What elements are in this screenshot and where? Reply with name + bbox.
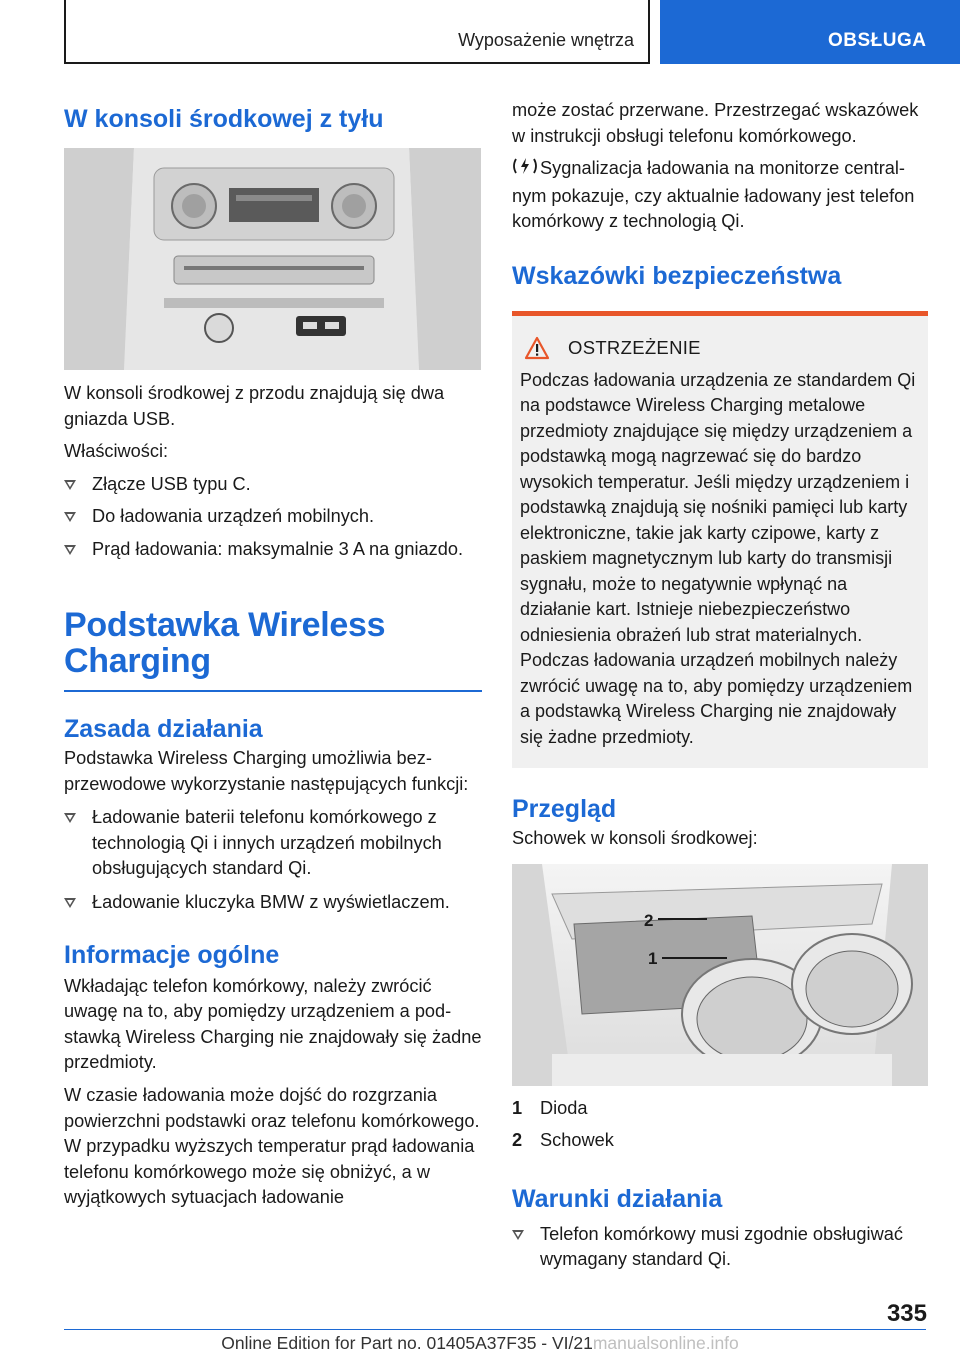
continuation-text: może zostać przerwane. Przestrzegać wskazówek w instrukcji obsługi telefonu komórkowego. [512, 100, 919, 146]
header-section: OBSŁUGA [828, 30, 927, 51]
left-column [64, 100, 482, 1211]
svg-text:1: 1 [648, 949, 658, 969]
legend-item: 2 Schowek [512, 1130, 614, 1151]
footer-edition-text: Online Edition for Part no. 01405A37F35 - VI/21 [221, 1333, 593, 1353]
legend-list [512, 1096, 928, 1154]
overview-text: Schowek w konsoli środkowej: [512, 828, 758, 849]
storage-photo [512, 864, 928, 1086]
heading-conditions: Warunki działania [512, 1184, 723, 1213]
right-column [512, 100, 928, 1273]
heading-wireless-charging: Podstawka Wireless Charging [64, 605, 386, 681]
warning-triangle-icon [524, 336, 554, 360]
header-section-tab [660, 0, 960, 64]
header-chapter-box [64, 0, 650, 64]
conditions-list [512, 1222, 928, 1273]
rear-console-illustration [64, 148, 481, 370]
heading-rear-console: W konsoli środkowej z tyłu [64, 105, 384, 133]
rear-console-photo [64, 148, 481, 370]
heading-safety: Wskazówki bezpieczeństwa [512, 261, 842, 290]
heading-principle: Zasada działania [64, 715, 263, 743]
properties-label: Właściwości: [64, 441, 169, 462]
signal-text: Sygnalizacja ładowania na monitorze centralnym pokazuje, czy aktualnie ładowany jest telefon komórkowy z technologią Qi. [512, 158, 915, 232]
list-item: Złącze USB typu C. [64, 472, 482, 498]
triangle-bullet-icon [64, 813, 76, 823]
heading-overview: Przegląd [512, 795, 617, 824]
storage-illustration [512, 864, 928, 1086]
warning-box [512, 311, 928, 769]
heading-general: Informacje ogólne [64, 940, 280, 969]
triangle-bullet-icon [512, 1230, 524, 1240]
triangle-bullet-icon [64, 898, 76, 908]
list-item: Ładowanie baterii telefonu komórkowego z technologią Qi i innych urządzeń mobilnych obsługujących standard Qi. [64, 805, 482, 882]
principle-list [64, 805, 482, 915]
page-number: 335 [886, 1300, 927, 1327]
heading-divider [64, 690, 482, 692]
principle-text: Podstawka Wireless Charging umożliwia bezprzewodowe wykorzystanie następujących funkcji: [64, 748, 469, 794]
charging-signal-icon [512, 156, 540, 184]
header-chapter: Wyposażenie wnętrza [458, 30, 634, 50]
warning-header [524, 336, 920, 360]
properties-list [64, 472, 482, 563]
triangle-bullet-icon [64, 480, 76, 490]
triangle-bullet-icon [64, 512, 76, 522]
triangle-bullet-icon [64, 545, 76, 555]
rear-console-text: W konsoli środkowej z przodu znajdują się dwa gniazda USB. [64, 383, 445, 429]
list-item: Ładowanie kluczyka BMW z wyświetlaczem. [64, 890, 482, 916]
footer-edition [0, 1333, 960, 1354]
footer-watermark: manualsonline.info [592, 1333, 739, 1353]
list-item: Do ładowania urządzeń mobilnych. [64, 504, 482, 530]
warning-text: Podczas ładowania urządzenia ze standardem Qi na podstawce Wireless Charging metalowe przedmioty znajdujące się między urządzeniem a podstawką mogą nagrzewać się do bardzo wysokich temperatur. Jeśli między urządzeniem i podstawką znajdują się nośniki pamięci lub karty elektroniczne, takie jak karty czipowe, karty z paskiem magnetycznym lub karty do transmisji sygnału, może to negatywnie wpłynąć na działanie kart. Istnieje niebezpieczeństwo odniesienia obrażeń lub strat materialnych. Podczas ładowania urządzeń mobilnych należy zwrócić uwagę na to, aby pomiędzy urządzeniem a podstawką Wireless Charging nie znajdowały się żadne przedmioty. [520, 369, 916, 747]
svg-text:2: 2 [644, 911, 654, 931]
warning-title: OSTRZEŻENIE [568, 336, 701, 358]
general-text-2: W czasie ładowania może dojść do rozgrzania powierzchni podstawki oraz telefonu komórkowego. W przypadku wyższych temperatur prąd ładowania telefonu komórkowego może się obniżyć, a w wyjątkowych sytuacjach ładowanie [64, 1084, 480, 1208]
general-text-1: Wkładając telefon komórkowy, należy zwrócić uwagę na to, aby pomiędzy urządzeniem a podstawką Wireless Charging nie znajdowały się żadne przedmioty. [64, 975, 482, 1073]
footer-divider [64, 1329, 926, 1330]
list-item: Prąd ładowania: maksymalnie 3 A na gniazdo. [64, 537, 482, 563]
legend-item: 1 Dioda [512, 1098, 588, 1119]
list-item: Telefon komórkowy musi zgodnie obsługiwać wymagany standard Qi. [512, 1222, 928, 1273]
